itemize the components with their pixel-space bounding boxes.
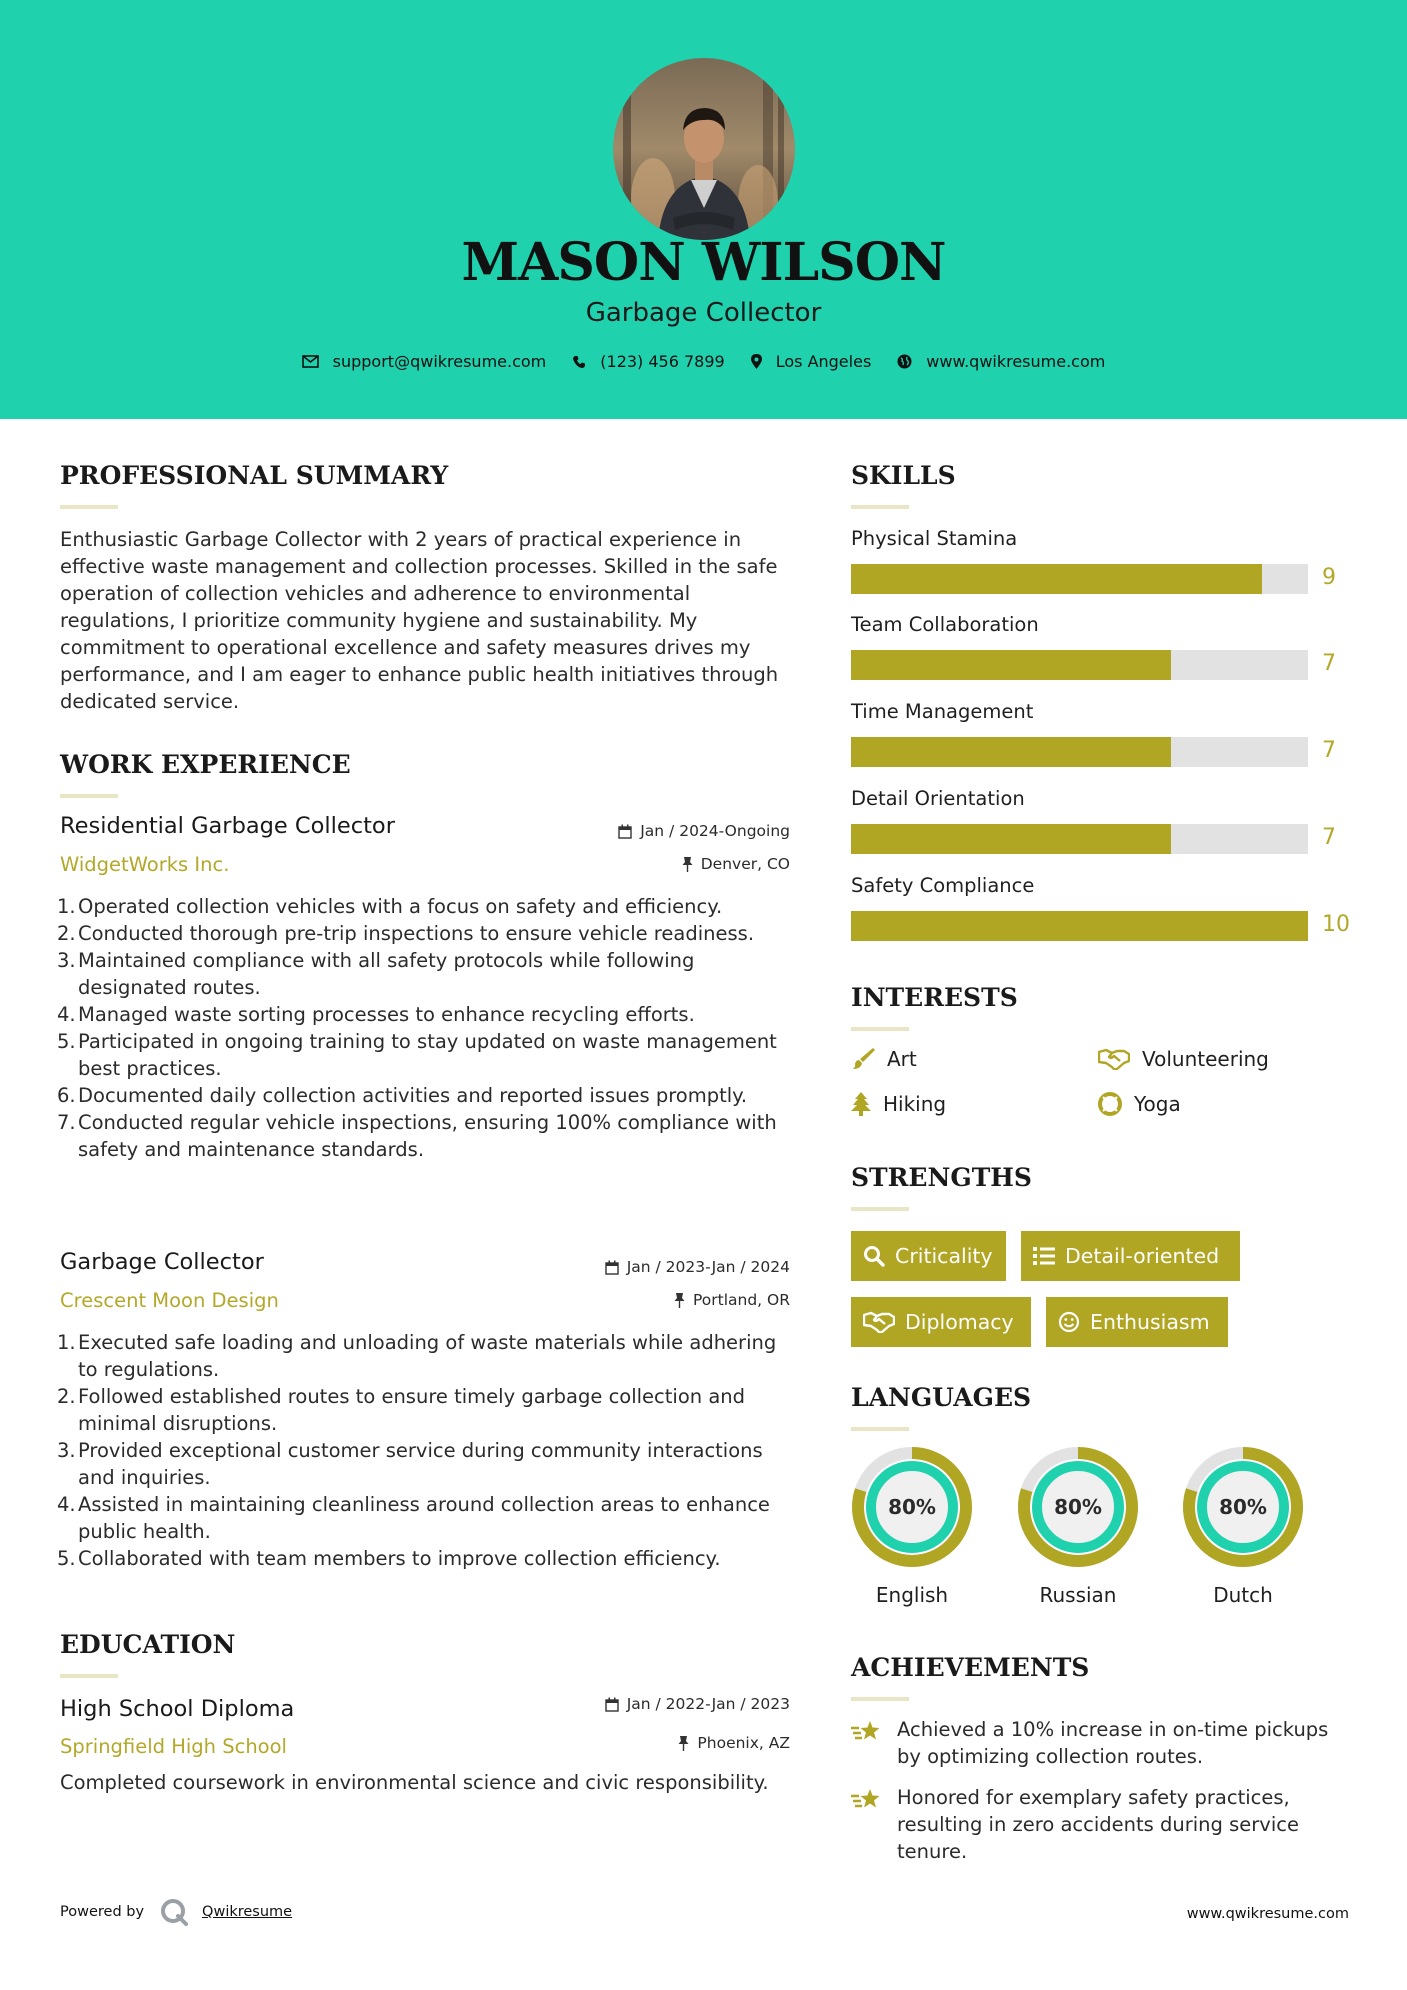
job-location-2	[450, 1291, 790, 1309]
profile-photo	[613, 58, 795, 240]
strengths-heading: STRENGTHS	[851, 1163, 1032, 1192]
skill-bar-fill	[851, 911, 1308, 941]
language-name: Russian	[1039, 1583, 1117, 1607]
calendar-icon	[605, 1260, 619, 1275]
education-dates	[450, 1695, 790, 1713]
job-dates-2	[450, 1258, 790, 1276]
education-heading: EDUCATION	[60, 1630, 236, 1659]
globe-icon	[897, 354, 912, 369]
job-dates-text-2: Jan / 2023-Jan / 2024	[626, 1258, 790, 1276]
envelope-icon	[302, 355, 319, 368]
language-percent: 80%	[888, 1495, 936, 1519]
strength-diplomacy: Diplomacy	[851, 1297, 1031, 1347]
language-donut	[851, 1446, 973, 1568]
skill-bar-track	[851, 650, 1308, 680]
email-text: support@qwikresume.com	[332, 352, 547, 371]
skill-bar-fill	[851, 824, 1171, 854]
powered-by-text: Powered by	[60, 1904, 145, 1920]
strength-enthusiasm: Enthusiasm	[1046, 1297, 1228, 1347]
job-title-2: Garbage Collector	[60, 1249, 264, 1275]
job-location-text-1: Denver, CO	[700, 855, 790, 873]
language-percent: 80%	[1054, 1495, 1102, 1519]
skills-underline	[851, 505, 909, 509]
candidate-name: MASON WILSON	[461, 232, 946, 293]
pin-icon	[678, 1736, 689, 1751]
list-item: 2. Followed established routes to ensure timely garbage collection and minimal disruptions.	[57, 1385, 746, 1435]
list-item: 1. Operated collection vehicles with a focus on safety and efficiency.	[57, 895, 723, 918]
summary-underline	[60, 505, 118, 509]
language-ring	[1182, 1446, 1304, 1572]
skill-label: Time Management	[851, 700, 1034, 723]
pin-icon	[682, 857, 693, 872]
job-bullets-2	[57, 1329, 800, 1572]
footer-powered	[60, 1898, 292, 1926]
header-band	[0, 0, 1407, 419]
experience-heading: WORK EXPERIENCE	[60, 750, 351, 779]
trophy-star-icon	[851, 1720, 883, 1744]
language-ring	[1017, 1446, 1139, 1572]
strength-criticality: Criticality	[851, 1231, 1006, 1281]
skill-value: 7	[1322, 825, 1336, 850]
school: Springfield High School	[60, 1735, 287, 1758]
interest-art: Art	[851, 1047, 917, 1071]
list-item: 7. Conducted regular vehicle inspections, ensuring 100% compliance with safety and maintenance standards.	[57, 1111, 777, 1161]
language-ring	[851, 1446, 973, 1572]
list-item: 4. Managed waste sorting processes to enhance recycling efforts.	[57, 1003, 695, 1026]
search-icon	[863, 1245, 885, 1267]
skill-bar-fill	[851, 650, 1171, 680]
skill-value: 7	[1322, 651, 1336, 676]
education-location-text: Phoenix, AZ	[697, 1734, 790, 1752]
skill-label: Physical Stamina	[851, 527, 1018, 550]
map-marker-icon	[751, 354, 762, 369]
skill-value: 7	[1322, 738, 1336, 763]
list-item: 5. Participated in ongoing training to stay updated on waste management best practices.	[57, 1030, 777, 1080]
interest-hiking: Hiking	[851, 1092, 946, 1116]
language-name: English	[875, 1583, 949, 1607]
phone-icon	[572, 355, 586, 369]
job-title: Garbage Collector	[585, 298, 822, 328]
job-dates-1	[450, 822, 790, 840]
education-description: Completed coursework in environmental science and civic responsibility.	[60, 1771, 769, 1794]
achievements-underline	[851, 1697, 909, 1701]
lifebuoy-icon	[1098, 1092, 1122, 1116]
skill-label: Safety Compliance	[851, 874, 1035, 897]
achievement-2: Honored for exemplary safety practices, resulting in zero accidents during service tenure.	[851, 1784, 1331, 1865]
list-item: 3. Maintained compliance with all safety protocols while following designated routes.	[57, 949, 695, 999]
calendar-icon	[605, 1697, 619, 1712]
footer-website[interactable]: www.qwikresume.com	[1186, 1906, 1349, 1922]
summary-heading: PROFESSIONAL SUMMARY	[60, 461, 449, 490]
qwikresume-logo-icon	[160, 1898, 188, 1926]
calendar-icon	[618, 824, 632, 839]
interests-underline	[851, 1027, 909, 1031]
list-item: 1. Executed safe loading and unloading of waste materials while adhering to regulations.	[57, 1331, 777, 1381]
summary-text: Enthusiastic Garbage Collector with 2 years of practical experience in effective waste management and collection processes. Skilled in the safe operation of collection vehicles and adherence to environmental regulations, I prioritize community hygiene and sustainability. My commitment to operational excellence and safety measures drives my performance, and I am eager to enhance public health initiatives through dedicated service.	[60, 528, 779, 713]
location-text: Los Angeles	[775, 352, 872, 371]
contact-website[interactable]	[897, 352, 1105, 371]
smile-icon	[1058, 1311, 1080, 1333]
skill-bar-track	[851, 564, 1308, 594]
list-item: 5. Collaborated with team members to improve collection efficiency.	[57, 1547, 721, 1570]
skill-bar-fill	[851, 564, 1262, 594]
strengths-underline	[851, 1207, 909, 1211]
languages-heading: LANGUAGES	[851, 1383, 1032, 1412]
tree-icon	[851, 1092, 871, 1116]
company-2: Crescent Moon Design	[60, 1289, 279, 1312]
job-location-1	[450, 855, 790, 873]
paintbrush-icon	[851, 1047, 875, 1071]
skill-label: Team Collaboration	[851, 613, 1039, 636]
contact-location	[751, 352, 872, 371]
list-item: 2. Conducted thorough pre-trip inspections to ensure vehicle readiness.	[57, 922, 755, 945]
qwikresume-link[interactable]: Qwikresume	[202, 1904, 293, 1920]
list-icon	[1033, 1247, 1055, 1265]
list-item: 6. Documented daily collection activities and reported issues promptly.	[57, 1084, 748, 1107]
achievements-heading: ACHIEVEMENTS	[851, 1653, 1090, 1682]
skill-label: Detail Orientation	[851, 787, 1025, 810]
education-location	[450, 1734, 790, 1752]
strength-detail-oriented: Detail-oriented	[1021, 1231, 1240, 1281]
contact-email[interactable]	[302, 352, 547, 371]
list-item: 3. Provided exceptional customer service during community interactions and inquiries.	[57, 1439, 763, 1489]
skill-value: 10	[1322, 912, 1350, 937]
skill-bar-track	[851, 911, 1308, 941]
achievement-1: Achieved a 10% increase in on-time pickups by optimizing collection routes.	[851, 1716, 1331, 1770]
skill-value: 9	[1322, 565, 1336, 590]
company-1: WidgetWorks Inc.	[60, 853, 230, 876]
phone-text: (123) 456 7899	[600, 352, 725, 371]
education-underline	[60, 1674, 118, 1678]
interests-heading: INTERESTS	[851, 983, 1018, 1012]
trophy-star-icon	[851, 1788, 883, 1812]
language-percent: 80%	[1219, 1495, 1267, 1519]
language-name: Dutch	[1213, 1583, 1273, 1607]
handshake-icon	[863, 1311, 895, 1333]
handshake-icon	[1098, 1048, 1130, 1070]
pin-icon	[674, 1293, 685, 1308]
education-dates-text: Jan / 2022-Jan / 2023	[626, 1695, 790, 1713]
experience-underline	[60, 794, 118, 798]
job-location-text-2: Portland, OR	[692, 1291, 790, 1309]
skill-bar-fill	[851, 737, 1171, 767]
languages-underline	[851, 1427, 909, 1431]
language-donut	[1017, 1446, 1139, 1568]
contact-bar	[0, 352, 1407, 371]
degree: High School Diploma	[60, 1696, 295, 1722]
interest-volunteering: Volunteering	[1098, 1047, 1269, 1071]
list-item: 4. Assisted in maintaining cleanliness around collection areas to enhance public health.	[57, 1493, 770, 1543]
contact-phone[interactable]	[572, 352, 724, 371]
skill-bar-track	[851, 737, 1308, 767]
skills-heading: SKILLS	[851, 461, 956, 490]
job-bullets-1	[57, 893, 800, 1163]
website-text: www.qwikresume.com	[926, 352, 1106, 371]
skill-bar-track	[851, 824, 1308, 854]
job-dates-text-1: Jan / 2024-Ongoing	[640, 822, 790, 840]
language-donut	[1182, 1446, 1304, 1568]
job-title-1: Residential Garbage Collector	[60, 813, 395, 839]
interest-yoga: Yoga	[1098, 1092, 1181, 1116]
